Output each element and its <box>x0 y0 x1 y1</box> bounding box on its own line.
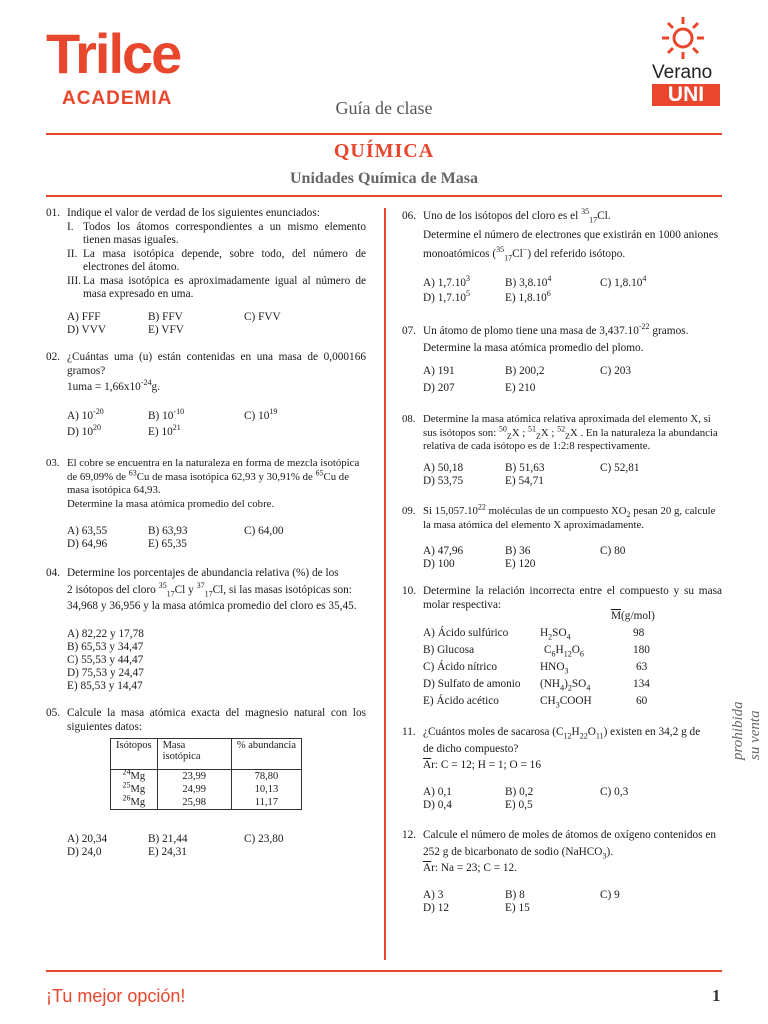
option: C) 9 <box>600 889 620 901</box>
question-number: 10. <box>402 585 417 597</box>
option: C) 23,80 <box>244 833 284 845</box>
option: E) $10^{21}$ <box>148 423 181 438</box>
atomic-masses: $\overline{A}r$: Na = 23; C = 12. <box>423 862 518 874</box>
table-cell: 10,13 <box>231 783 301 796</box>
table-cell: $^{24}$Mg <box>111 770 158 784</box>
option: C) 203 <box>600 365 632 377</box>
question-number: 02. <box>46 351 61 363</box>
table-header: Masa isotópica <box>157 739 231 770</box>
table-cell: $^{26}$Mg <box>111 796 158 810</box>
option: C) 80 <box>600 545 626 557</box>
atomic-masses: $\overline{A}r$: C = 12; H = 1; O = 16 <box>423 759 541 771</box>
option: E) 54,71 <box>505 475 544 487</box>
question-number: 09. <box>402 505 416 517</box>
question-stem: Indique el valor de verdad de los siguientes enunciados: <box>67 207 320 219</box>
option: A) 20,34 <box>67 833 108 845</box>
option: E) 120 <box>505 558 536 570</box>
question-stem-2: de dicho compuesto? <box>423 742 519 755</box>
question-number: 01. <box>46 207 61 219</box>
molar-mass-header: $\overline{M}(g/mol)$ <box>611 610 655 622</box>
option: A) FFF <box>67 311 101 323</box>
table-header: % abundancia <box>231 739 301 770</box>
compound-row: B) Glucosa $C_6H_{12}O_6$ 180 <box>423 644 650 659</box>
question-stem: Determine la relación incorrecta entre el compuesto y su masa molar respectiva: <box>423 585 722 611</box>
option: D) VVV <box>67 324 107 336</box>
option: B) 21,44 <box>148 833 188 845</box>
question-stem: Un átomo de plomo tiene una masa de $3,437.10^{-22}$ gramos. <box>423 322 689 337</box>
side-watermark: prohibida su venta <box>730 701 763 760</box>
option: A) 1,7.10$^3$ <box>423 274 470 289</box>
question-number: 04. <box>46 567 61 579</box>
option: A) 191 <box>423 365 455 377</box>
question-stem-3: 34,968 y 36,956 y la masa atómica promedio del cloro es 35,45. <box>67 600 357 612</box>
question-number: 12. <box>402 829 417 841</box>
question-stem-3: masa isotópica 64,93. <box>67 484 161 496</box>
question-stem-2: 252 g de bicarbonato de sodio (NaHCO$_3$). <box>423 845 614 860</box>
question-stem: Calcule la masa atómica exacta del magnesio natural con los siguientes datos: <box>67 707 366 733</box>
question-stem: Uno de los isótopos del cloro es el $^{35}_{17}$Cl. <box>423 207 611 225</box>
uni-badge: UNI <box>652 84 720 106</box>
option: E) 85,53 y 14,47 <box>67 680 143 692</box>
item-roman: II. <box>67 247 78 260</box>
option: D) 53,75 <box>423 475 464 487</box>
question-stem-2: Determine la masa atómica promedio del plomo. <box>423 341 644 354</box>
verano-label: Verano <box>652 62 713 83</box>
question-stem-2: de 69,09% de $^{63}$Cu de masa isotópica 62,93 y 30,91% de $^{65}$Cu de <box>67 467 349 483</box>
compound-row: E) Ácido acético $CH_3COOH$ 60 <box>423 695 648 710</box>
question-number: 08. <box>402 413 416 425</box>
question-stem: Determine los porcentajes de abundancia relativa (%) de los <box>67 567 339 579</box>
option: C) 0,3 <box>600 786 629 798</box>
compound-row: D) Sulfato de amonio $(NH_4)_2SO_4$ 134 <box>423 678 650 693</box>
question-number: 06. <box>402 210 417 222</box>
option: C) FVV <box>244 311 281 323</box>
option: B) 63,93 <box>148 525 188 537</box>
question-stem: ¿Cuántas uma (u) están contenidas en una masa de 0,000166 gramos? <box>67 351 366 377</box>
table-cell: 11,17 <box>231 796 301 810</box>
trilce-logo: Trilce <box>46 22 181 85</box>
option: A) 3 <box>423 889 444 901</box>
question-stem-2: la masa atómica del elemento X aproximadamente. <box>423 518 644 531</box>
question-number: 07. <box>402 325 417 337</box>
footer-slogan: ¡Tu mejor opción! <box>46 986 186 1006</box>
question-stem-2: sus isótopos son: $^{50}_Z$X ; $^{51}_Z$X ; $^{52}_Z$X . En la naturaleza la abundancia <box>423 423 718 441</box>
option: D) 100 <box>423 558 455 570</box>
option: B) 8 <box>505 889 525 901</box>
question-stem: Calcule el número de moles de átomos de oxígeno contenidos en <box>423 829 717 841</box>
option: B) 200,2 <box>505 365 545 377</box>
table-cell: 23,99 <box>157 770 231 784</box>
title-rule <box>46 195 722 197</box>
table-cell: $^{25}$Mg <box>111 783 158 796</box>
conversion-note: $1uma = 1,66x10^{-24}g$. <box>67 378 160 393</box>
option: D) 207 <box>423 382 455 394</box>
column-divider <box>384 208 386 960</box>
option: B) 51,63 <box>505 462 545 474</box>
option: E) 0,5 <box>505 799 533 811</box>
option: D) 1,7.10$^5$ <box>423 289 470 304</box>
sun-icon <box>660 14 706 60</box>
option: D) 64,96 <box>67 538 108 550</box>
question-stem-2: Determine el número de electrones que existirán en 1000 aniones <box>423 228 719 241</box>
option: D) $10^{20}$ <box>67 423 102 438</box>
option: E) 24,31 <box>148 846 187 858</box>
question-stem-3: monoatómicos ($^{35}_{17}$Cl−) del referido isótopo. <box>423 245 626 263</box>
academia-label: ACADEMIA <box>62 88 173 109</box>
item-text: Todos los átomos correspondientes a un mismo elemento tienen masas iguales. <box>83 220 366 246</box>
compound-row: A) Ácido sulfúrico $H_2SO_4$ 98 <box>423 627 645 642</box>
option: D) 24,0 <box>67 846 102 858</box>
table-header: Isótopos <box>111 739 158 770</box>
option: A) 50,18 <box>423 462 464 474</box>
option: E) VFV <box>148 324 184 336</box>
item-text: La masa isotópica es aproximadamente igual al número de masa expresado en uma. <box>83 274 366 300</box>
page-number: 1 <box>712 986 721 1005</box>
question-stem: Si 15,057.10$^{22}$ moléculas de un compuesto $XO_2$ pesan 20 g, calcule <box>423 502 716 520</box>
option: E) 65,35 <box>148 538 187 550</box>
question-stem: ¿Cuántos moles de sacarosa $(C_{12}H_{22}O_{11})$ existen en 34,2 g de <box>423 726 701 741</box>
question-stem-4: Determine la masa atómica promedio del cobre. <box>67 497 275 510</box>
option: B) 3,8.10$^4$ <box>505 274 552 289</box>
isotope-table <box>110 738 302 810</box>
table-cell: 25,98 <box>157 796 231 810</box>
option: C) 55,53 y 44,47 <box>67 654 144 666</box>
option: A) 82,22 y 17,78 <box>67 628 144 640</box>
question-number: 03. <box>46 457 60 469</box>
question-stem: Determine la masa atómica relativa aproximada del elemento X, si <box>423 413 711 425</box>
question-stem: El cobre se encuentra en la naturaleza en forma de mezcla isotópica <box>67 457 360 469</box>
option: D) 0,4 <box>423 799 452 811</box>
guide-title: Guía de clase <box>335 98 433 118</box>
item-roman: I. <box>67 220 74 233</box>
option: E) 15 <box>505 902 530 914</box>
option: B) $10^{-10}$ <box>148 407 185 422</box>
option: C) 1,8.10$^4$ <box>600 274 647 289</box>
question-number: 11. <box>402 726 416 738</box>
option: D) 75,53 y 24,47 <box>67 667 144 679</box>
option: D) 12 <box>423 902 450 914</box>
option: B) FFV <box>148 311 183 323</box>
table-cell: 24,99 <box>157 783 231 796</box>
subject-title: QUÍMICA <box>333 140 435 162</box>
footer-rule <box>46 970 722 972</box>
option: B) 36 <box>505 545 531 557</box>
option: C) 64,00 <box>244 525 284 537</box>
compound-row: C) Ácido nítrico $HNO_3$ 63 <box>423 661 648 676</box>
question-number: 05. <box>46 707 61 719</box>
table-cell: 78,80 <box>231 770 301 784</box>
option: B) 65,53 y 34,47 <box>67 641 144 653</box>
option: E) 1,8.10$^6$ <box>505 289 551 304</box>
option: B) 0,2 <box>505 786 534 798</box>
header-rule <box>46 133 722 135</box>
option: E) 210 <box>505 382 536 394</box>
option: A) 47,96 <box>423 545 464 557</box>
option: A) 63,55 <box>67 525 108 537</box>
question-stem-3: relativa de cada isótopo es de 1:2:8 respectivamente. <box>423 440 651 452</box>
question-stem-2: 2 isótopos del cloro $^{35}_{17}$Cl y $^{37}_{17}$Cl, si las masas isotópicas son: <box>67 580 352 598</box>
item-roman: III. <box>67 274 82 287</box>
item-text: La masa isotópica depende, sobre todo, del número de electrones del átomo. <box>83 247 366 273</box>
option: A) $10^{-20}$ <box>67 407 104 422</box>
unit-title: Unidades Química de Masa <box>289 170 478 187</box>
option: C) 52,81 <box>600 462 640 474</box>
option: C) $10^{19}$ <box>244 407 278 422</box>
option: A) 0,1 <box>423 786 452 798</box>
